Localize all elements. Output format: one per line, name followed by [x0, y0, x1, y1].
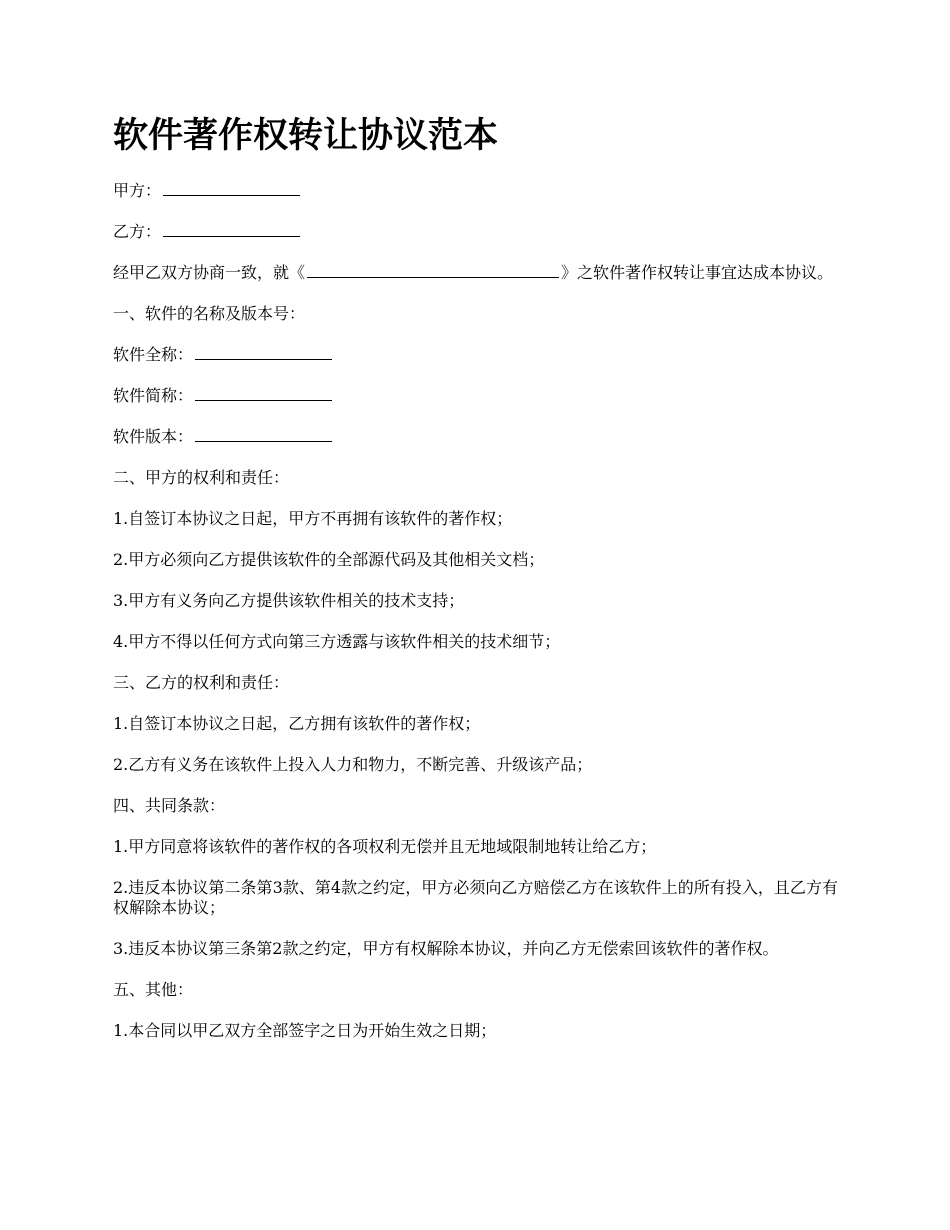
section2-item: 1.自签订本协议之日起，甲方不再拥有该软件的著作权；	[113, 509, 513, 528]
section2-heading: 二、甲方的权利和责任：	[113, 468, 290, 487]
section4-item: 3.违反本协议第三条第2款之约定，甲方有权解除本协议，并向乙方无偿索回该软件的著作权。	[113, 939, 779, 958]
section1-heading: 一、软件的名称及版本号：	[113, 304, 306, 323]
software-full-name-line	[113, 345, 838, 365]
party-a-line	[113, 181, 838, 201]
section5-item: 1.本合同以甲乙双方全部签字之日为开始生效之日期；	[113, 1021, 497, 1040]
section4-item: 1.甲方同意将该软件的著作权的各项权利无偿并且无地域限制地转让给乙方；	[113, 837, 657, 856]
section2-item: 2.甲方必须向乙方提供该软件的全部源代码及其他相关文档；	[113, 550, 545, 569]
document-page	[113, 112, 838, 1062]
intro-paragraph	[113, 263, 838, 283]
section3-item: 1.自签订本协议之日起，乙方拥有该软件的著作权；	[113, 714, 481, 733]
section2-item: 4.甲方不得以任何方式向第三方透露与该软件相关的技术细节；	[113, 632, 561, 651]
party-b-label: 乙方：	[113, 222, 162, 241]
intro-text-after: 》之软件著作权转让事宜达成本协议。	[561, 263, 834, 282]
software-short-name-line	[113, 386, 838, 406]
section5-heading: 五、其他：	[113, 980, 194, 999]
party-a-label: 甲方：	[113, 181, 162, 200]
section3-heading: 三、乙方的权利和责任：	[113, 673, 290, 692]
party-a-blank	[163, 181, 300, 196]
software-full-name-blank	[195, 345, 332, 360]
section4-heading: 四、共同条款：	[113, 796, 226, 815]
software-title-blank	[307, 263, 559, 278]
software-short-name-label: 软件简称：	[113, 386, 194, 405]
party-b-blank	[163, 222, 300, 237]
section2-item: 3.甲方有义务向乙方提供该软件相关的技术支持；	[113, 591, 465, 610]
software-version-label: 软件版本：	[113, 427, 194, 446]
document-title: 软件著作权转让协议范本	[113, 116, 499, 156]
software-short-name-blank	[195, 386, 332, 401]
intro-text-before: 经甲乙双方协商一致，就《	[113, 263, 306, 282]
section3-item: 2.乙方有义务在该软件上投入人力和物力，不断完善、升级该产品；	[113, 755, 593, 774]
software-version-line	[113, 427, 838, 447]
party-b-line	[113, 222, 838, 242]
software-version-blank	[195, 427, 332, 442]
software-full-name-label: 软件全称：	[113, 345, 194, 364]
section4-item: 2.违反本协议第二条第3款、第4款之约定，甲方必须向乙方赔偿乙方在该软件上的所有投入，且乙方有权解除本协议；	[113, 878, 838, 917]
